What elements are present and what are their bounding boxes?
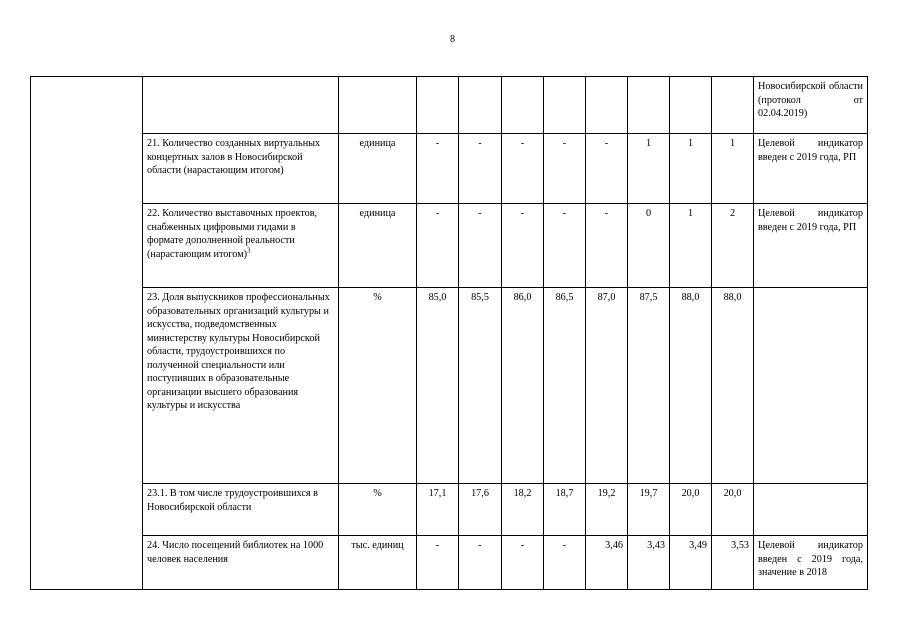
value-cell: - <box>586 204 628 288</box>
indicator-cell: 24. Число посещений библиотек на 1000 человек населения <box>143 536 339 590</box>
unit-cell: тыс. единиц <box>339 536 417 590</box>
value-cell: - <box>459 536 502 590</box>
table-row-continuation <box>31 77 868 134</box>
value-cell: 20,0 <box>670 484 712 536</box>
value-cell <box>502 77 544 134</box>
value-cell: 1 <box>712 134 754 204</box>
value-cell: - <box>544 204 586 288</box>
value-cell: 3,43 <box>628 536 670 590</box>
value-cell: 1 <box>628 134 670 204</box>
table-row-24 <box>31 536 868 590</box>
value-cell: - <box>544 536 586 590</box>
value-cell <box>417 77 459 134</box>
value-cell <box>712 77 754 134</box>
page-number: 8 <box>450 34 455 45</box>
table-row-23-1 <box>31 484 868 536</box>
indicator-cell: 23. Доля выпускников профессиональных образовательных организаций культуры и искусства, подведомственных министерству культуры Новосибирской области, трудоустроившихся по полученной специальности или поступивших в образовательные организации высшего образования культуры и искусства <box>143 288 339 484</box>
value-cell: - <box>417 536 459 590</box>
note-cell: Целевой индикатор введен с 2019 года, РП <box>754 134 868 204</box>
table-row-23 <box>31 288 868 484</box>
value-cell: 88,0 <box>712 288 754 484</box>
indicator-cell: 23.1. В том числе трудоустроившихся в Новосибирской области <box>143 484 339 536</box>
note-cell <box>754 484 868 536</box>
value-cell: - <box>544 134 586 204</box>
value-cell: 3,49 <box>670 536 712 590</box>
indicators-table <box>30 76 868 590</box>
value-cell: 1 <box>670 204 712 288</box>
unit-cell: % <box>339 484 417 536</box>
value-cell <box>586 77 628 134</box>
value-cell: - <box>459 134 502 204</box>
value-cell: - <box>502 204 544 288</box>
value-cell <box>628 77 670 134</box>
unit-cell: единица <box>339 204 417 288</box>
value-cell: - <box>417 134 459 204</box>
value-cell: 85,0 <box>417 288 459 484</box>
value-cell: 18,2 <box>502 484 544 536</box>
value-cell: - <box>459 204 502 288</box>
value-cell: 88,0 <box>670 288 712 484</box>
value-cell: 87,0 <box>586 288 628 484</box>
value-cell <box>670 77 712 134</box>
indicator-cell <box>143 77 339 134</box>
table-row-22 <box>31 204 868 288</box>
indicator-cell <box>143 204 339 288</box>
indicator-text: 22. Количество выставочных проектов, снабженных цифровыми гидами в формате дополненной реальности (нарастающим итогом) <box>147 208 318 260</box>
value-cell: 86,5 <box>544 288 586 484</box>
value-cell: 19,7 <box>628 484 670 536</box>
note-cell: Целевой индикатор введен с 2019 года, значение в 2018 <box>754 536 868 590</box>
value-cell: 17,6 <box>459 484 502 536</box>
merged-left-cell <box>31 77 143 590</box>
value-cell: 20,0 <box>712 484 754 536</box>
value-cell: - <box>586 134 628 204</box>
unit-cell: % <box>339 288 417 484</box>
unit-cell <box>339 77 417 134</box>
note-cell: Целевой индикатор введен с 2019 года, РП <box>754 204 868 288</box>
value-cell: - <box>502 134 544 204</box>
value-cell <box>459 77 502 134</box>
value-cell: - <box>502 536 544 590</box>
value-cell: 85,5 <box>459 288 502 484</box>
note-cell: Новосибирской области (протокол от 02.04.2019) <box>754 77 868 134</box>
value-cell: 3,46 <box>586 536 628 590</box>
table-row-21 <box>31 134 868 204</box>
indicator-cell: 21. Количество созданных виртуальных концертных залов в Новосибирской области (нарастающим итогом) <box>143 134 339 204</box>
footnote-mark: 3 <box>247 246 251 255</box>
value-cell: 86,0 <box>502 288 544 484</box>
value-cell: 1 <box>670 134 712 204</box>
value-cell: - <box>417 204 459 288</box>
value-cell: 17,1 <box>417 484 459 536</box>
value-cell <box>544 77 586 134</box>
value-cell: 3,53 <box>712 536 754 590</box>
value-cell: 18,7 <box>544 484 586 536</box>
value-cell: 2 <box>712 204 754 288</box>
value-cell: 19,2 <box>586 484 628 536</box>
value-cell: 0 <box>628 204 670 288</box>
value-cell: 87,5 <box>628 288 670 484</box>
unit-cell: единица <box>339 134 417 204</box>
note-cell <box>754 288 868 484</box>
